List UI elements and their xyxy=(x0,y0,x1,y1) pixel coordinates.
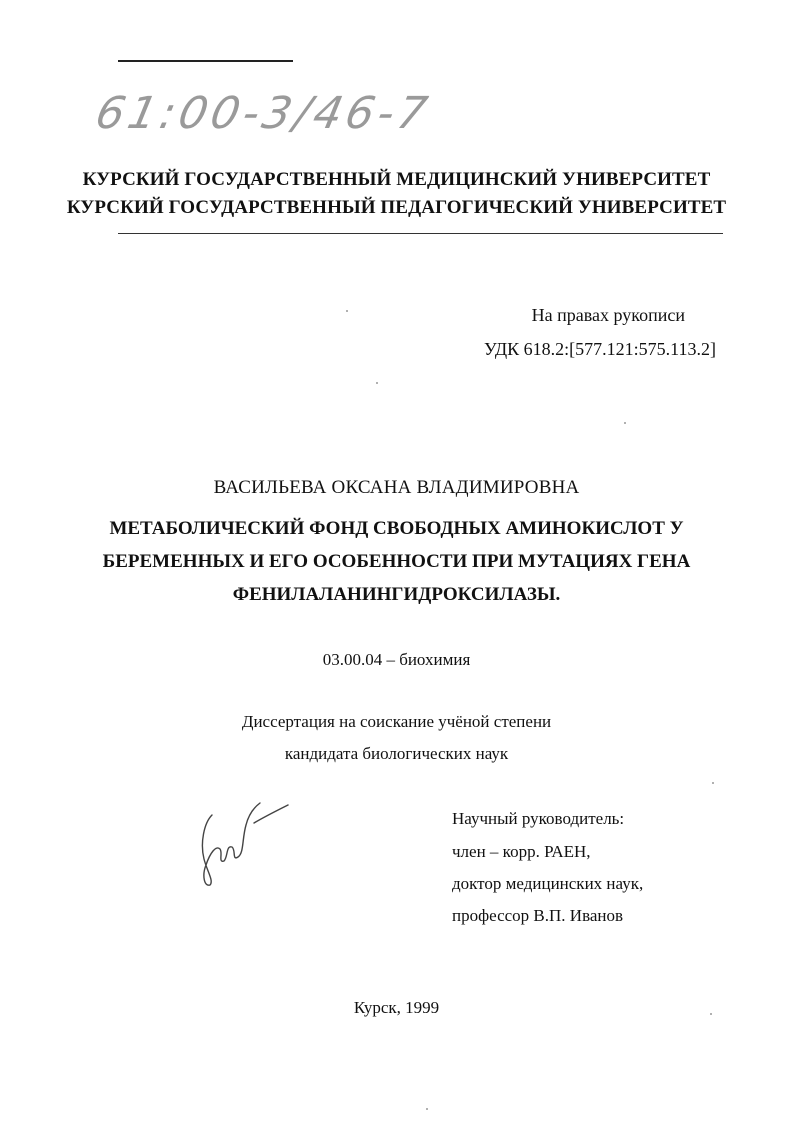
scan-speck xyxy=(712,782,714,784)
scan-speck xyxy=(426,1108,428,1110)
city-and-year: Курск, 1999 xyxy=(353,998,440,1017)
author-name: ВАСИЛЬЕВА ОКСАНА ВЛАДИМИРОВНА xyxy=(213,477,580,498)
signature-image xyxy=(190,795,295,890)
scan-speck xyxy=(624,422,626,424)
udk-code: УДК 618.2:[577.121:575.113.2] xyxy=(483,339,716,359)
degree-line: кандидата биологических наук xyxy=(284,744,509,763)
supervisor-line: доктор медицинских наук, xyxy=(452,874,644,893)
title-line: ФЕНИЛАЛАНИНГИДРОКСИЛАЗЫ. xyxy=(232,584,561,605)
university-name-medical: КУРСКИЙ ГОСУДАРСТВЕННЫЙ МЕДИЦИНСКИЙ УНИВЕРСИТЕТ xyxy=(82,169,711,190)
scan-speck xyxy=(376,382,378,384)
scan-speck xyxy=(346,310,348,312)
top-edge-mark xyxy=(118,60,293,62)
degree-line: Диссертация на соискание учёной степени xyxy=(241,712,552,731)
manuscript-note: На правах рукописи xyxy=(531,305,685,325)
scan-speck xyxy=(710,1013,712,1015)
title-line: БЕРЕМЕННЫХ И ЕГО ОСОБЕННОСТИ ПРИ МУТАЦИЯХ ГЕНА xyxy=(102,551,691,572)
handwritten-archive-code: 61:00-3/46-7 xyxy=(91,88,436,139)
header-divider xyxy=(118,233,723,234)
university-name-pedagogical: КУРСКИЙ ГОСУДАРСТВЕННЫЙ ПЕДАГОГИЧЕСКИЙ УНИВЕРСИТЕТ xyxy=(66,197,727,218)
supervisor-line: профессор В.П. Иванов xyxy=(452,906,624,925)
supervisor-line: член – корр. РАЕН, xyxy=(452,842,591,861)
title-line: МЕТАБОЛИЧЕСКИЙ ФОНД СВОБОДНЫХ АМИНОКИСЛОТ У xyxy=(109,518,684,539)
supervisor-heading: Научный руководитель: xyxy=(452,809,625,828)
specialty-code: 03.00.04 – биохимия xyxy=(322,650,471,669)
